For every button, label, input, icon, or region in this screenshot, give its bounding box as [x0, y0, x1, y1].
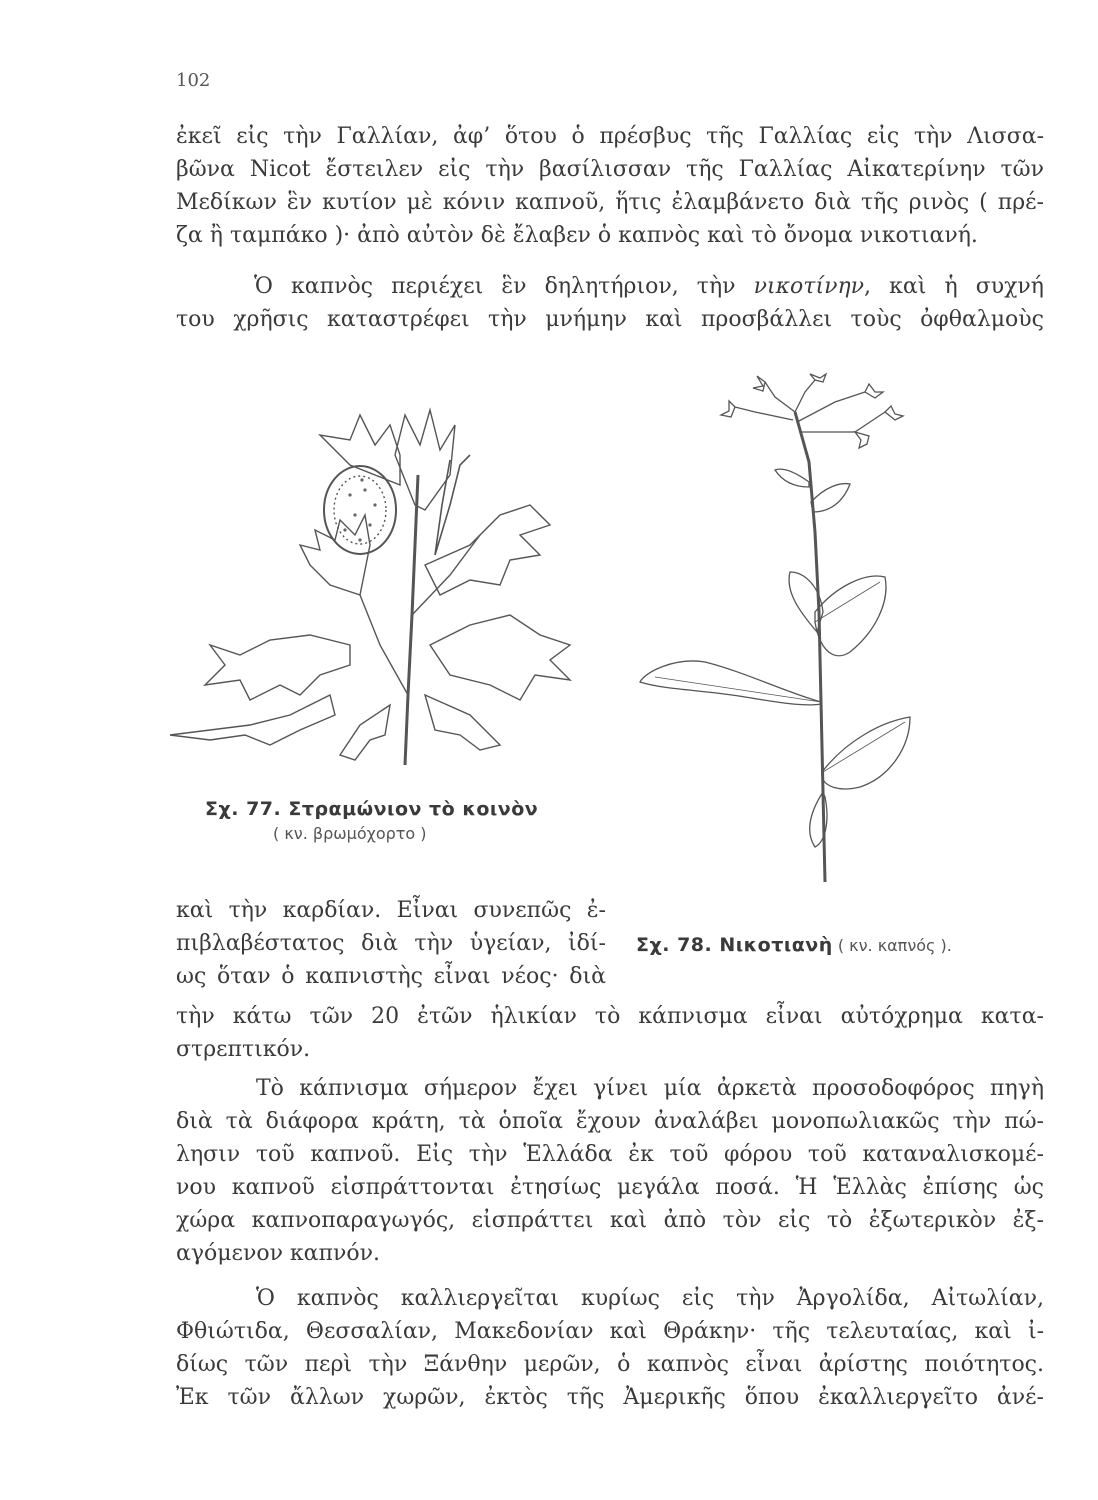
page-number: 102: [176, 70, 211, 91]
text-line: τὴν κάτω τῶν 20 ἐτῶν ἡλικίαν τὸ κάπνισμα εἶναι αὐτόχρημα κατα-: [176, 1004, 1044, 1029]
figure-77-caption: [205, 798, 538, 843]
text-fragment: Ὁ καπνὸς περιέχει ἓν δηλητήριον, τὴν: [254, 274, 754, 299]
text-line: Φθιώτιδα, Θεσσαλίαν, Μακεδονίαν καὶ Θράκην· τῆς τελευταίας, καὶ ἰ-: [176, 1319, 1044, 1344]
stramonium-illustration: [150, 395, 620, 775]
text-line: ζα ἢ ταμπάκο )· ἀπὸ αὐτὸν δὲ ἔλαβεν ὁ καπνὸς καὶ τὸ ὄνομα νικοτιανή.: [176, 223, 978, 248]
text-line: Ὁ καπνὸς καλλιεργεῖται κυρίως εἰς τὴν Ἀργολίδα, Αἰτωλίαν,: [256, 1286, 1044, 1311]
text-line: ἐκεῖ εἰς τὴν Γαλλίαν, ἀφ’ ὅτου ὁ πρέσβυς τῆς Γαλλίας εἰς τὴν Λισσα-: [176, 124, 1044, 149]
text-line: δίως τῶν περὶ τὴν Ξάνθην μερῶν, ὁ καπνὸς εἶναι ἀρίστης ποιότητος.: [176, 1352, 1044, 1377]
text-line: Μεδίκων ἓν κυτίον μὲ κόνιν καπνοῦ, ἥτις ἐλαμβάνετο διὰ τῆς ρινὸς ( πρέ-: [176, 190, 1044, 215]
text-line: λησιν τοῦ καπνοῦ. Εἰς τὴν Ἑλλάδα ἐκ τοῦ φόρου τοῦ καταναλισκομέ-: [176, 1142, 1044, 1167]
figure-78-title: Σχ. 78. Νικοτιανὴ: [636, 934, 833, 956]
nicotine-term: νικοτίνην: [753, 274, 865, 299]
text-line: διὰ τὰ διάφορα κράτη, τὰ ὁποῖα ἔχουν ἀναλάβει μονοπωλιακῶς τὴν πώ-: [176, 1109, 1044, 1134]
top-paragraph: [176, 120, 1044, 252]
middle-paragraph: [176, 894, 606, 993]
cultivation-paragraph: [176, 1282, 1044, 1414]
nicotine-paragraph: [176, 270, 1044, 336]
text-line: καὶ τὴν καρδίαν. Εἶναι συνεπῶς ἐ-: [176, 898, 606, 923]
text-line: αγόμενον καπνόν.: [176, 1241, 380, 1266]
text-fragment: , καὶ ἡ συχνή: [864, 274, 1044, 299]
text-line: Ἐκ τῶν ἄλλων χωρῶν, ἐκτὸς τῆς Ἀμερικῆς ὅπου ἐκαλλιεργεῖτο ἀνέ-: [176, 1385, 1044, 1410]
tobacco-illustration: [625, 372, 915, 892]
figure-77-title: Σχ. 77. Στραμώνιον τὸ κοινὸν: [205, 798, 539, 820]
text-line: του χρῆσις καταστρέφει τὴν μνήμην καὶ προσβάλλει τοὺς ὀφθαλμοὺς: [176, 307, 1044, 332]
revenue-paragraph: [176, 1072, 1044, 1270]
text-line: Τὸ κάπνισμα σήμερον ἔχει γίνει μία ἀρκετὰ προσοδοφόρος πηγὴ: [256, 1076, 1044, 1101]
text-line: χώρα καπνοπαραγωγός, εἰσπράττει καὶ ἀπὸ τὸν εἰς τὸ ἐξωτερικὸν ἐξ-: [176, 1208, 1044, 1233]
continuation-paragraph: [176, 1000, 1044, 1066]
text-line: βῶνα Nicot ἔστειλεν εἰς τὴν βασίλισσαν τῆς Γαλλίας Αἰκατερίνην τῶν: [176, 157, 1044, 182]
figure-78-subtitle: ( κν. καπνός ).: [832, 936, 952, 955]
figure-78-caption: [636, 934, 952, 956]
text-line: στρεπτικόν.: [176, 1037, 311, 1062]
text-line: πιβλαβέστατος διὰ τὴν ὑγείαν, ἰδί-: [176, 931, 606, 956]
text-line: νου καπνοῦ εἰσπράττονται ἐτησίως μεγάλα ποσά. Ἡ Ἑλλὰς ἐπίσης ὡς: [176, 1175, 1044, 1200]
text-line: [176, 270, 1044, 303]
text-line: ως ὅταν ὁ καπνιστὴς εἶναι νέος· διὰ: [176, 964, 606, 989]
figure-77-subtitle: ( κν. βρωμόχορτο ): [273, 824, 427, 843]
